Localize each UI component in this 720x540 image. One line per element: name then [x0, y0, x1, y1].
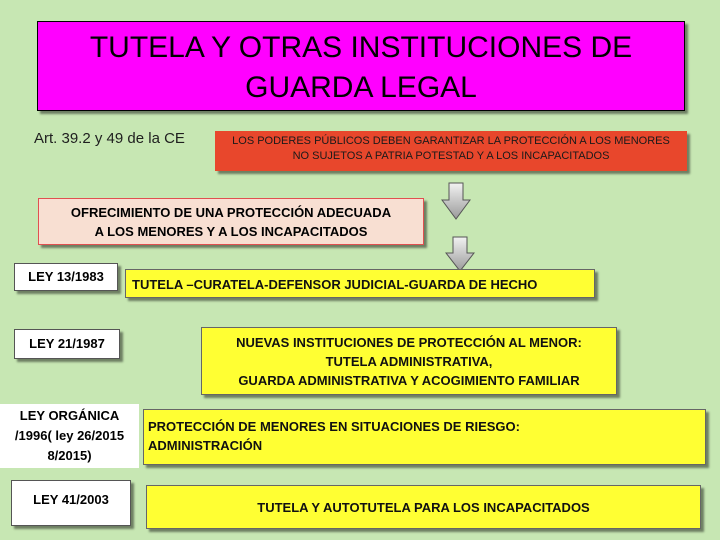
- proteccion-line-1: PROTECCIÓN DE MENORES EN SITUACIONES DE RIESGO:: [148, 419, 520, 434]
- slide-title: [37, 21, 685, 111]
- title-line-2: GUARDA LEGAL: [245, 71, 477, 104]
- ley-21-1987-label: LEY 21/1987: [14, 329, 120, 359]
- tutela-curatela-box: TUTELA –CURATELA-DEFENSOR JUDICIAL-GUARDA DE HECHO: [125, 269, 595, 298]
- poderes-line-2: NO SUJETOS A PATRIA POTESTAD Y A LOS INCAPACITADOS: [292, 150, 610, 162]
- ley-organica-line-2: /1996( ley 26/2015: [14, 428, 125, 443]
- poderes-line-1: LOS PODERES PÚBLICOS DEBEN GARANTIZAR LA PROTECCIÓN A LOS MENORES: [232, 135, 670, 147]
- proteccion-riesgo-box: [143, 409, 706, 465]
- ley-organica-line-3: 8/2015): [47, 448, 92, 463]
- ley-13-1983-label: LEY 13/1983: [14, 263, 118, 291]
- art-label: Art. 39.2 y 49 de la CE: [34, 130, 185, 147]
- ley-41-2003-label: LEY 41/2003: [11, 480, 131, 526]
- proteccion-line-2: ADMINISTRACIÓN: [148, 438, 263, 453]
- poderes-publicos-box: [215, 131, 687, 171]
- nuevas-line-1: NUEVAS INSTITUCIONES DE PROTECCIÓN AL MENOR:: [236, 335, 582, 350]
- title-line-1: TUTELA Y OTRAS INSTITUCIONES DE: [89, 31, 633, 64]
- ofrecimiento-line-1: OFRECIMIENTO DE UNA PROTECCIÓN ADECUADA: [70, 205, 392, 220]
- nuevas-instituciones-box: [201, 327, 617, 395]
- nuevas-line-3: GUARDA ADMINISTRATIVA Y ACOGIMIENTO FAMILIAR: [238, 373, 580, 388]
- ley-organica-line-1: LEY ORGÁNICA: [19, 408, 120, 423]
- autotutela-box: TUTELA Y AUTOTUTELA PARA LOS INCAPACITADOS: [146, 485, 701, 529]
- down-arrow-icon: [445, 236, 475, 272]
- ofrecimiento-line-2: A LOS MENORES Y A LOS INCAPACITADOS: [94, 224, 368, 239]
- down-arrow-icon: [441, 182, 471, 220]
- ofrecimiento-box: [38, 198, 424, 245]
- ley-organica-label: [0, 404, 139, 468]
- nuevas-line-2: TUTELA ADMINISTRATIVA,: [325, 354, 493, 369]
